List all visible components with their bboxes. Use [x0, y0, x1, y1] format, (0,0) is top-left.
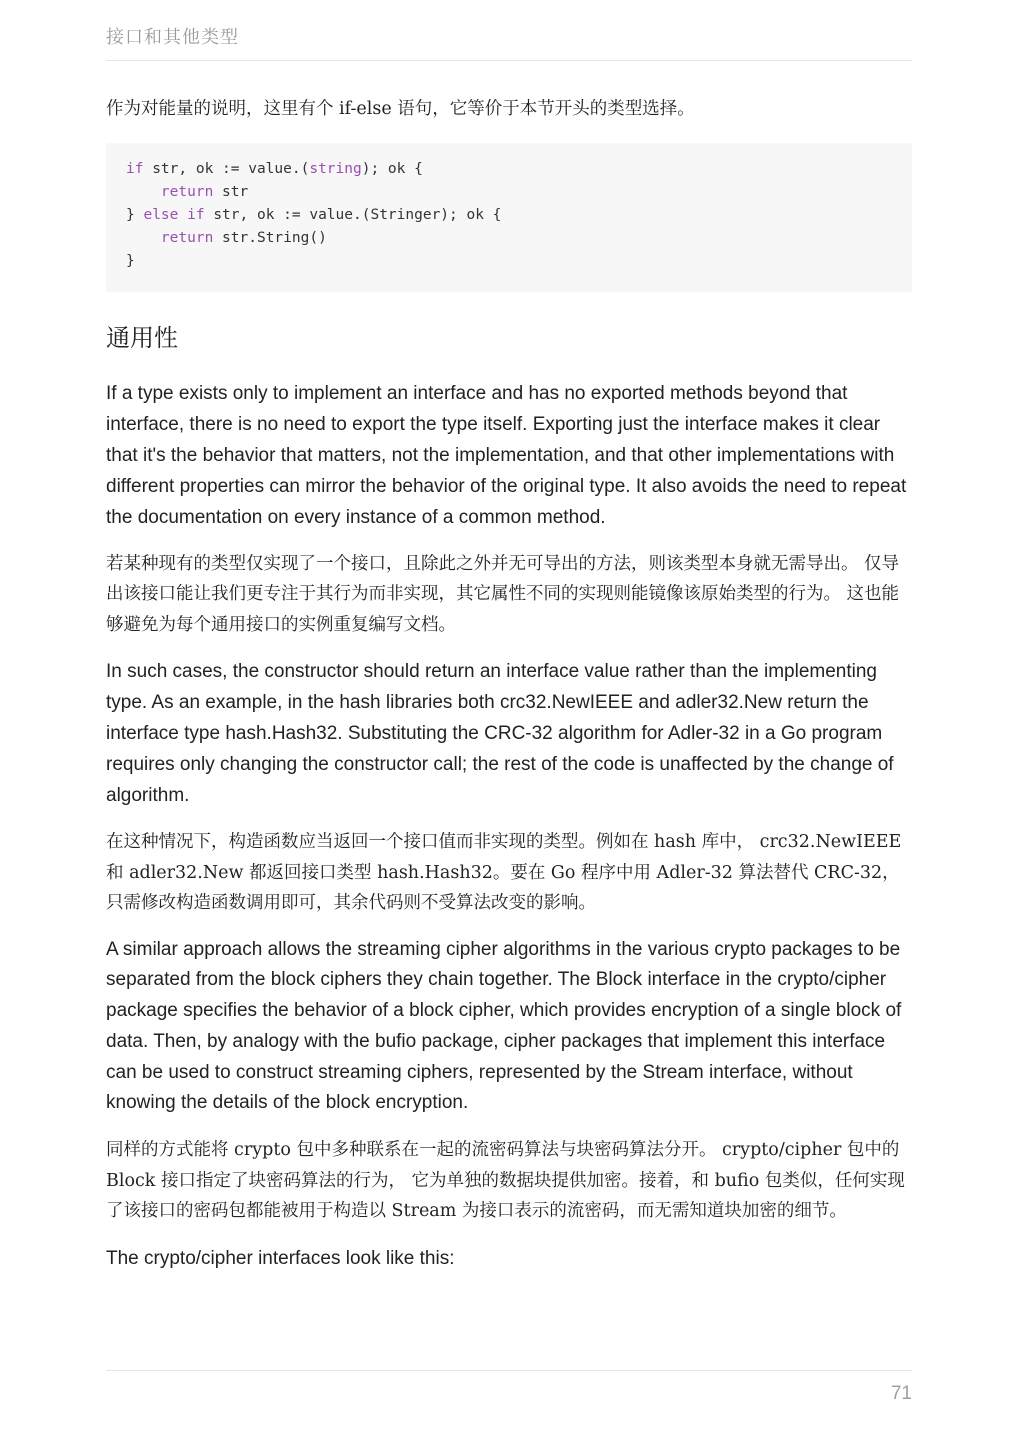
- code-keyword: if: [187, 206, 205, 223]
- code-keyword: string: [309, 160, 362, 177]
- intro-paragraph-zh: 作为对能量的说明，这里有个 if-else 语句，它等价于本节开头的类型选择。: [106, 99, 695, 119]
- document-page: [106, 0, 912, 1440]
- code-text: str.String(): [213, 230, 327, 247]
- code-text: }: [126, 253, 135, 270]
- code-keyword: return: [160, 230, 214, 247]
- header-divider: [106, 60, 912, 61]
- paragraph-zh-3: 同样的方式能将 crypto 包中多种联系在一起的流密码算法与块密码算法分开。 crypto/cipher 包中的 Block 接口指定了块密码算法的行为， 它为单独的数据块提供加密。接着，和 bufio 包类似，任何实现了该接口的密码包都能被用于构造以 Stream 为接口表示的流密码，而无需知道块加密的细节。: [106, 1140, 905, 1222]
- code-block: [106, 143, 912, 292]
- paragraph-en-4: The crypto/cipher interfaces look like this:: [106, 1247, 455, 1269]
- code-text: ); ok {: [361, 160, 423, 177]
- footer-divider: [106, 1370, 912, 1371]
- code-text: str: [213, 183, 249, 200]
- section-title: 通用性: [106, 323, 178, 352]
- running-header: 接口和其他类型: [106, 27, 239, 48]
- paragraph-en-1: If a type exists only to implement an interface and has no exported methods beyond that interface, there is no need to export the type itself. Exporting just the interface makes it clear that it's the behavior that matters, not the implementation, and that other implementations with different properties can mirror the behavior of the original type. It also avoids the need to repeat the documentation on every instance of a common method.: [106, 382, 907, 528]
- code-indent: [126, 184, 161, 200]
- page-number: 71: [890, 1383, 912, 1404]
- code-text: [178, 207, 187, 223]
- code-indent: [126, 230, 161, 246]
- code-keyword: else: [143, 206, 179, 223]
- code-text: str, ok := value.(: [143, 160, 310, 177]
- code-text: str, ok := value.(Stringer); ok {: [204, 206, 502, 223]
- paragraph-zh-2: 在这种情况下，构造函数应当返回一个接口值而非实现的类型。例如在 hash 库中， crc32.NewIEEE 和 adler32.New 都返回接口类型 hash.Hash32。要在 Go 程序中用 Adler-32 算法替代 CRC-32， 只需修改构造函数调用即可，其余代码则不受算法改变的影响。: [106, 832, 902, 913]
- paragraph-zh-1: 若某种现有的类型仅实现了一个接口，且除此之外并无可导出的方法，则该类型本身就无需导出。 仅导出该接口能让我们更专注于其行为而非实现，其它属性不同的实现则能镜像该原始类型的行为。 这也能够避免为每个通用接口的实例重复编写文档。: [106, 553, 900, 635]
- code-text: }: [126, 206, 144, 223]
- page-content: [106, 94, 912, 1274]
- code-keyword: return: [160, 183, 214, 200]
- paragraph-en-2: In such cases, the constructor should return an interface value rather than the implementing type. As an example, in the hash libraries both crc32.NewIEEE and adler32.New return the interface type hash.Hash32. Substituting the CRC-32 algorithm for Adler-32 in a Go program requires only changing the constructor call; the rest of the code is unaffected by the change of algorithm.: [106, 661, 894, 806]
- paragraph-en-3: A similar approach allows the streaming cipher algorithms in the various crypto packages to be separated from the block ciphers they chain together. The Block interface in the crypto/cipher package specifies the behavior of a block cipher, which provides encryption of a single block of data. Then, by analogy with the bufio package, cipher packages that implement this interface can be used to construct streaming ciphers, represented by the Stream interface, without knowing the details of the block encryption.: [106, 938, 902, 1114]
- code-keyword: if: [126, 160, 144, 177]
